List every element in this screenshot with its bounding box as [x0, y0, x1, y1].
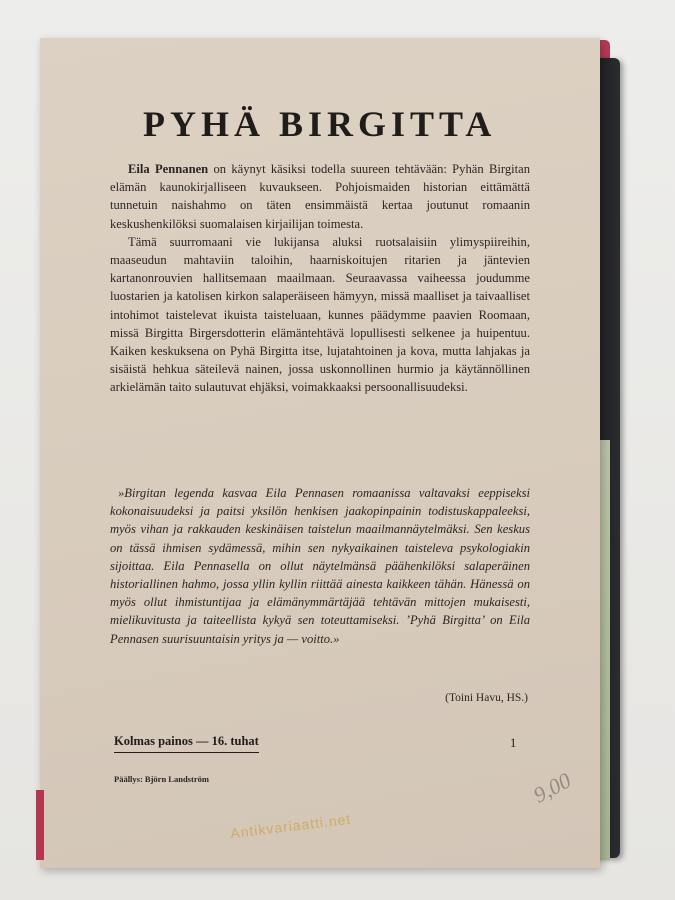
book-title: PYHÄ BIRGITTA	[143, 104, 497, 144]
review-quote-source: (Toini Havu, HS.)	[445, 692, 528, 704]
review-quote	[110, 484, 530, 648]
blurb-paragraph-1-text: on käynyt käsiksi todella suureen tehtävään: Pyhän Birgitan elämän kaunokirjalliseen kuvaukseen. Pohjoismaiden historian eittämättä tunnetuin naishahmo on täten ensimmäistä kertaa joutunut romaanin keskushenkilöksi suomalaisen kirjailijan toimesta.	[110, 162, 530, 231]
pencil-price-note: 9,00	[529, 767, 575, 808]
review-quote-text: »Birgitan legenda kasvaa Eila Pennasen romaanissa valtavaksi eeppiseksi kokonaisuudeksi ja paitsi yksilön henkisen jaakopinpainin todistuskappaleeksi, myös vihan ja rakkauden keskinäisen taistelun maailmannäytelmäksi. Sen keskus on tässä ihmisen sydämessä, mihin sen nykyaikainen taisteleva psykologiakin sijoittaa. Eila Pennasella on ollut näytelmänsä päähenkilöksi salaperäinen historiallinen hahmo, jossa yllin kyllin riittää ainesta kaikkeen tähän. Hänessä on myös ollut ihmistuntijaa ja elämänymmärtäjää tehtävän mittojen mukaisesti, mielikuvitusta ja taiteellista kykyä sen toteuttamiseksi. ’Pyhä Birgitta’ on Eila Pennasen suurisuuntaisin yritys ja — voitto.»	[110, 486, 530, 646]
blurb-paragraph-2: Tämä suurromaani vie lukijansa aluksi ruotsalaisiin ylimyspiireihin, maaseudun mahtaviin taloihin, haarniskoitujen ritarien ja jäntevien kartanonrouvien hallitsemaan maailmaan. Seuraavassa vaiheessa joudumme luostarien ja katolisen kirkon salaperäiseen hämyyn, missä maalliset ja taivaalliset intohimot taistelevat ikuista taisteluaan, kunnes päädymme paavien Roomaan, missä Birgitta Birgersdotterin elämäntehtävä lopullisesti selkenee ja huipentuu. Kaiken keskuksena on Pyhä Birgitta itse, lujatahtoinen ja kova, mutta lahjakas ja sisäistä hehkua säteilevä nainen, jossa uskonnollinen hurmio ja käytännöllinen arkielämän taito sulautuvat ehjäksi, voimakkaaksi persoonallisuudeksi.	[110, 234, 530, 395]
edition-line: Kolmas painos — 16. tuhat	[114, 734, 259, 753]
cover-credit: Päällys: Björn Landström	[114, 774, 209, 784]
page-number: 1	[510, 736, 517, 750]
blurb-text	[110, 160, 530, 397]
author-name: Eila Pennanen	[128, 162, 209, 176]
blurb-paragraph-1	[110, 160, 530, 233]
watermark-text: Antikvariaatti.net	[229, 810, 353, 842]
jacket-red-edge	[36, 790, 44, 860]
